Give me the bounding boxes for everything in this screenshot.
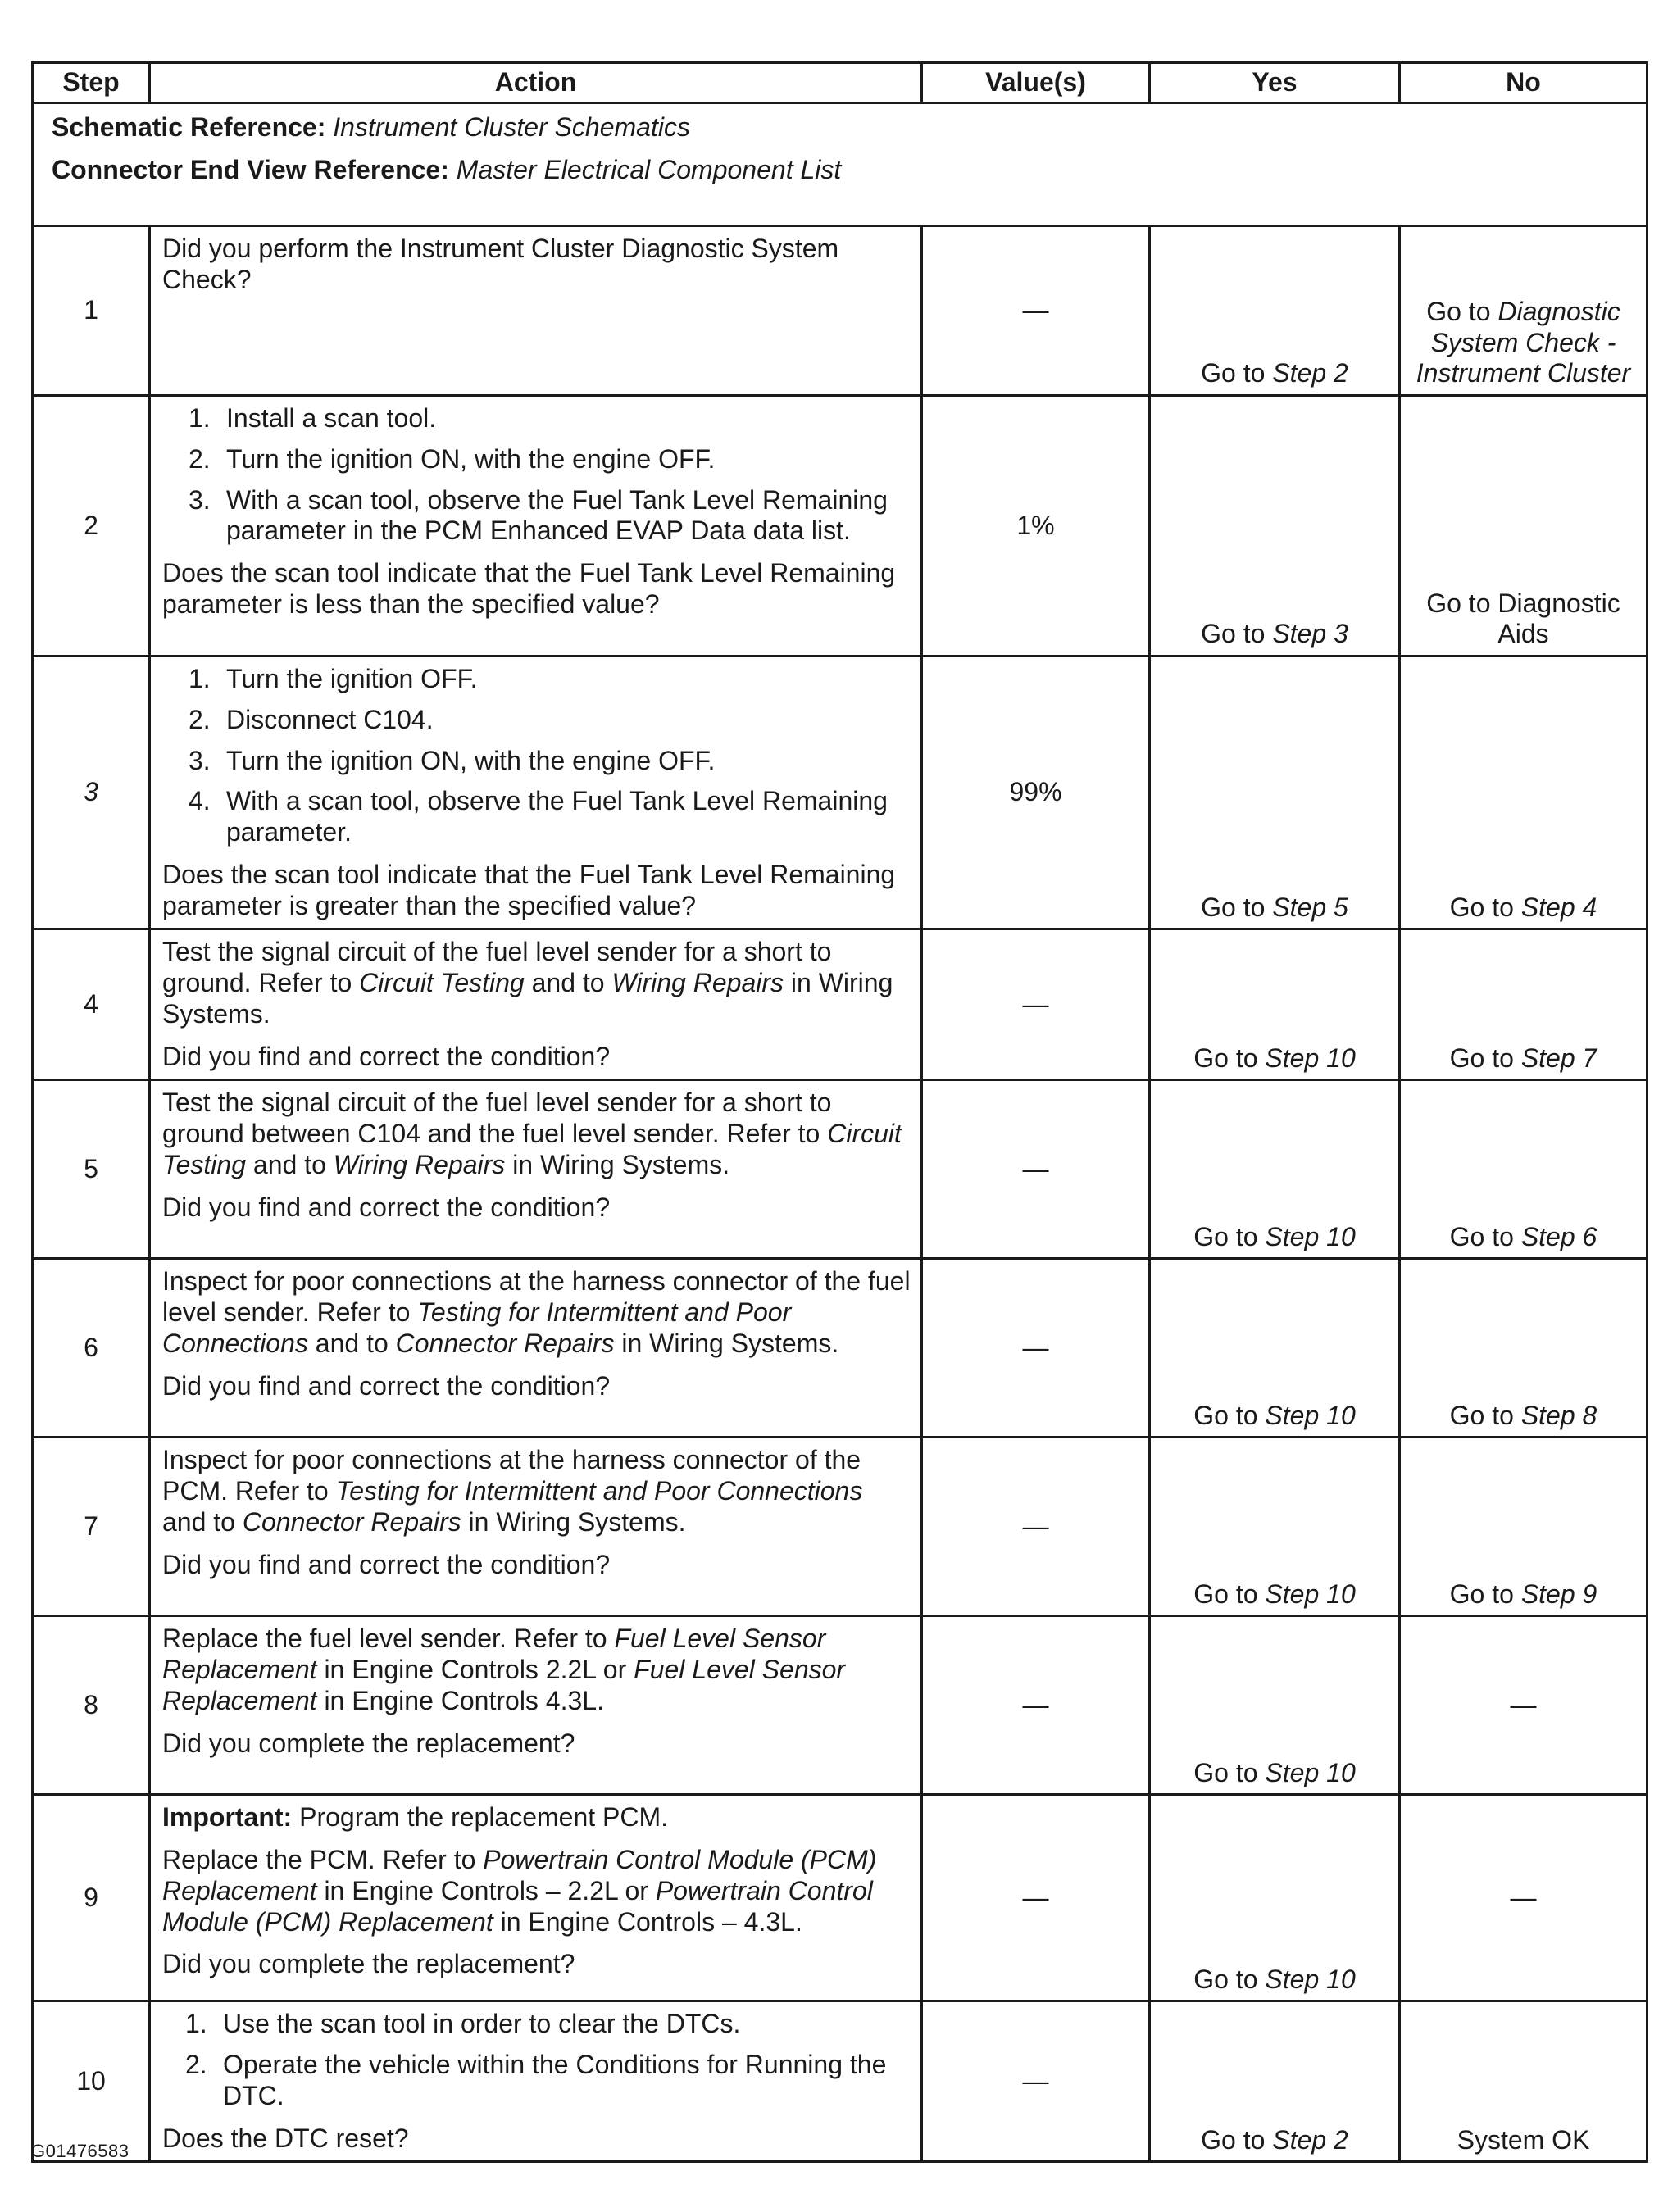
yes-prefix: Go to — [1193, 1042, 1266, 1073]
yes-step-link[interactable]: Step 5 — [1272, 892, 1348, 922]
yes-cell — [1150, 2001, 1400, 2162]
step-number: 2 — [33, 396, 150, 656]
action-cell — [150, 1616, 922, 1795]
reference-row — [33, 103, 1647, 226]
no-step-link[interactable]: Step 9 — [1520, 1578, 1597, 1609]
table-row — [33, 1616, 1647, 1795]
table-row — [33, 396, 1647, 656]
reference-link[interactable]: Fuel Level Sensor Replacement — [162, 1655, 846, 1715]
reference-link[interactable]: Powertrain Control Module (PCM) Replacement — [162, 1845, 877, 1905]
table-row — [33, 1795, 1647, 2001]
value-cell: — — [922, 929, 1150, 1080]
reference-link[interactable]: Wiring Repairs — [333, 1149, 506, 1179]
yes-step-link[interactable]: Step 2 — [1272, 2124, 1348, 2155]
step-number: 4 — [33, 929, 150, 1080]
yes-cell — [1150, 396, 1400, 656]
no-step-link[interactable]: Step 7 — [1520, 1042, 1597, 1073]
action-cell — [150, 396, 922, 656]
yes-step-link[interactable]: Step 10 — [1265, 1757, 1356, 1787]
yes-cell — [1150, 1438, 1400, 1616]
yes-step-link[interactable]: Step 10 — [1265, 1042, 1356, 1073]
connector-reference-value: Master Electrical Component List — [456, 154, 842, 184]
action-question: Does the scan tool indicate that the Fuel Tank Level Remaining parameter is less than the specified value? — [162, 558, 896, 619]
header-values: Value(s) — [922, 63, 1150, 103]
reference-link[interactable]: Connector Repairs — [395, 1328, 615, 1358]
action-text: Inspect for poor connections at the harness connector of the PCM. Refer to Testing for Intermittent and Poor Connections and to Connector Repairs in Wiring Systems. — [162, 1445, 863, 1537]
action-list — [162, 403, 912, 547]
step-number: 8 — [33, 1616, 150, 1795]
no-prefix: Go to — [1449, 1400, 1521, 1430]
schematic-reference — [52, 112, 1628, 143]
list-item: 4. With a scan tool, observe the Fuel Tank Level Remaining parameter. — [189, 786, 888, 847]
action-cell — [150, 929, 922, 1080]
yes-cell — [1150, 929, 1400, 1080]
no-prefix: Go to — [1449, 1221, 1521, 1251]
no-cell[interactable]: Go to Diagnostic Aids — [1400, 396, 1647, 656]
value-cell: 99% — [922, 656, 1150, 929]
yes-cell — [1150, 1259, 1400, 1438]
action-question: Does the DTC reset? — [162, 2123, 409, 2153]
action-list — [162, 664, 912, 848]
reference-link[interactable]: Wiring Repairs — [611, 968, 784, 997]
table-row — [33, 656, 1647, 929]
important-note: Important: Program the replacement PCM. — [162, 1802, 669, 1833]
action-question: Did you find and correct the condition? — [162, 1192, 611, 1222]
table-row — [33, 1259, 1647, 1438]
no-prefix: Go to — [1449, 892, 1521, 922]
action-cell — [150, 1438, 922, 1616]
yes-prefix: Go to — [1201, 892, 1273, 922]
yes-step-link[interactable]: Step 10 — [1265, 1964, 1356, 1994]
action-question: Did you complete the replacement? — [162, 1728, 575, 1758]
yes-prefix: Go to — [1193, 1964, 1266, 1994]
step-number: 3 — [33, 656, 150, 929]
action-cell — [150, 226, 922, 396]
yes-step-link[interactable]: Step 2 — [1272, 358, 1348, 388]
yes-prefix: Go to — [1193, 1578, 1266, 1609]
reference-link[interactable]: Connector Repairs — [242, 1506, 461, 1537]
yes-cell — [1150, 656, 1400, 929]
no-prefix: Go to — [1426, 296, 1498, 326]
list-item: 2. Operate the vehicle within the Conditions for Running the DTC. — [185, 2050, 887, 2110]
reference-link[interactable]: Fuel Level Sensor Replacement — [162, 1624, 826, 1684]
no-cell — [1400, 656, 1647, 929]
list-item: 2. Disconnect C104. — [189, 704, 434, 734]
value-cell: — — [922, 1259, 1150, 1438]
table-row — [33, 1438, 1647, 1616]
action-question: Did you find and correct the condition? — [162, 1549, 611, 1579]
action-question: Does the scan tool indicate that the Fuel Tank Level Remaining parameter is greater than the specified value? — [162, 859, 896, 920]
action-text: Inspect for poor connections at the harness connector of the fuel level sender. Refer to Testing for Intermittent and Poor Connections and to Connector Repairs in Wiring Systems. — [162, 1266, 911, 1358]
no-prefix: Go to — [1449, 1042, 1521, 1073]
yes-step-link[interactable]: Step 10 — [1265, 1400, 1356, 1430]
header-no: No — [1400, 63, 1647, 103]
action-text: Test the signal circuit of the fuel level sender for a short to ground. Refer to Circuit Testing and to Wiring Repairs in Wiring Systems. — [162, 937, 893, 1029]
yes-step-link[interactable]: Step 3 — [1272, 619, 1348, 649]
list-item: 1. Install a scan tool. — [189, 403, 437, 433]
yes-prefix: Go to — [1201, 2124, 1273, 2155]
yes-prefix: Go to — [1193, 1400, 1266, 1430]
reference-link[interactable]: Testing for Intermittent and Poor Connections — [335, 1476, 863, 1506]
action-cell — [150, 1080, 922, 1259]
value-cell: — — [922, 2001, 1150, 2162]
schematic-reference-value: Instrument Cluster Schematics — [333, 112, 690, 142]
no-prefix: Go to — [1449, 1578, 1521, 1609]
action-question: Did you perform the Instrument Cluster Diagnostic System Check? — [162, 234, 839, 294]
step-number: 7 — [33, 1438, 150, 1616]
no-cell — [1400, 226, 1647, 396]
list-item: 2. Turn the ignition ON, with the engine OFF. — [189, 443, 716, 474]
header-action: Action — [150, 63, 922, 103]
header-step: Step — [33, 63, 150, 103]
step-number: 1 — [33, 226, 150, 396]
schematic-reference-label: Schematic Reference: — [52, 112, 326, 142]
no-step-link[interactable]: Diagnostic System Check - Instrument Cluster — [1416, 296, 1631, 388]
reference-link[interactable]: Powertrain Control Module (PCM) Replacement — [162, 1875, 873, 1937]
table-row — [33, 1080, 1647, 1259]
list-item: 3. Turn the ignition ON, with the engine OFF. — [189, 745, 716, 775]
reference-link[interactable]: Testing for Intermittent and Poor Connections — [162, 1297, 792, 1358]
no-step-link[interactable]: Step 8 — [1520, 1400, 1597, 1430]
no-cell: — — [1400, 1616, 1647, 1795]
table-row — [33, 2001, 1647, 2162]
action-cell — [150, 656, 922, 929]
table-row — [33, 929, 1647, 1080]
action-text: Replace the PCM. Refer to Powertrain Control Module (PCM) Replacement in Engine Controls – 2.2L or Powertrain Control Module (PCM) Replacement in Engine Controls – 4.3L. — [162, 1845, 877, 1937]
diagnostic-table — [31, 61, 1648, 2163]
value-cell: 1% — [922, 396, 1150, 656]
action-question: Did you find and correct the condition? — [162, 1041, 611, 1071]
list-item: 1. Use the scan tool in order to clear the DTCs. — [185, 2009, 741, 2039]
yes-cell — [1150, 1795, 1400, 2001]
yes-step-link[interactable]: Step 10 — [1265, 1578, 1356, 1609]
no-step-link[interactable]: Step 4 — [1520, 892, 1597, 922]
yes-prefix: Go to — [1193, 1757, 1266, 1787]
action-cell — [150, 1795, 922, 2001]
action-list — [162, 2009, 912, 2111]
value-cell: — — [922, 1438, 1150, 1616]
action-cell — [150, 1259, 922, 1438]
no-cell — [1400, 929, 1647, 1080]
list-item: 3. With a scan tool, observe the Fuel Tank Level Remaining parameter in the PCM Enhanced EVAP Data data list. — [189, 484, 888, 546]
yes-prefix: Go to — [1193, 1221, 1266, 1251]
figure-id: G01476583 — [31, 2141, 130, 2161]
step-number: 9 — [33, 1795, 150, 2001]
connector-reference — [52, 155, 1628, 186]
connector-reference-label: Connector End View Reference: — [52, 154, 449, 184]
no-step-link[interactable]: Step 6 — [1520, 1221, 1597, 1251]
value-cell: — — [922, 226, 1150, 396]
table-row — [33, 226, 1647, 396]
yes-prefix: Go to — [1201, 358, 1273, 388]
value-cell: — — [922, 1795, 1150, 2001]
header-yes: Yes — [1150, 63, 1400, 103]
action-text: Replace the fuel level sender. Refer to Fuel Level Sensor Replacement in Engine Controls 2.2L or Fuel Level Sensor Replacement in Engine Controls 4.3L. — [162, 1624, 846, 1715]
no-cell — [1400, 1080, 1647, 1259]
yes-cell — [1150, 226, 1400, 396]
action-cell — [150, 2001, 922, 2162]
header-row — [33, 63, 1647, 103]
action-question: Did you find and correct the condition? — [162, 1370, 611, 1401]
no-cell — [1400, 1438, 1647, 1616]
no-cell: System OK — [1400, 2001, 1647, 2162]
value-cell: — — [922, 1080, 1150, 1259]
action-text: Test the signal circuit of the fuel level sender for a short to ground between C104 and the fuel level sender. Refer to Circuit Testing and to Wiring Repairs in Wiring Systems. — [162, 1088, 902, 1179]
step-number: 10 — [33, 2001, 150, 2162]
value-cell: — — [922, 1616, 1150, 1795]
step-number: 6 — [33, 1259, 150, 1438]
reference-link[interactable]: Circuit Testing — [359, 968, 525, 997]
reference-cell — [33, 103, 1647, 226]
list-item: 1. Turn the ignition OFF. — [189, 664, 478, 693]
yes-cell — [1150, 1616, 1400, 1795]
yes-cell — [1150, 1080, 1400, 1259]
yes-prefix: Go to — [1201, 619, 1273, 649]
reference-link[interactable]: Circuit Testing — [162, 1119, 902, 1179]
action-question: Did you complete the replacement? — [162, 1949, 575, 1979]
no-cell: — — [1400, 1795, 1647, 2001]
yes-step-link[interactable]: Step 10 — [1265, 1221, 1356, 1251]
step-number: 5 — [33, 1080, 150, 1259]
no-cell — [1400, 1259, 1647, 1438]
